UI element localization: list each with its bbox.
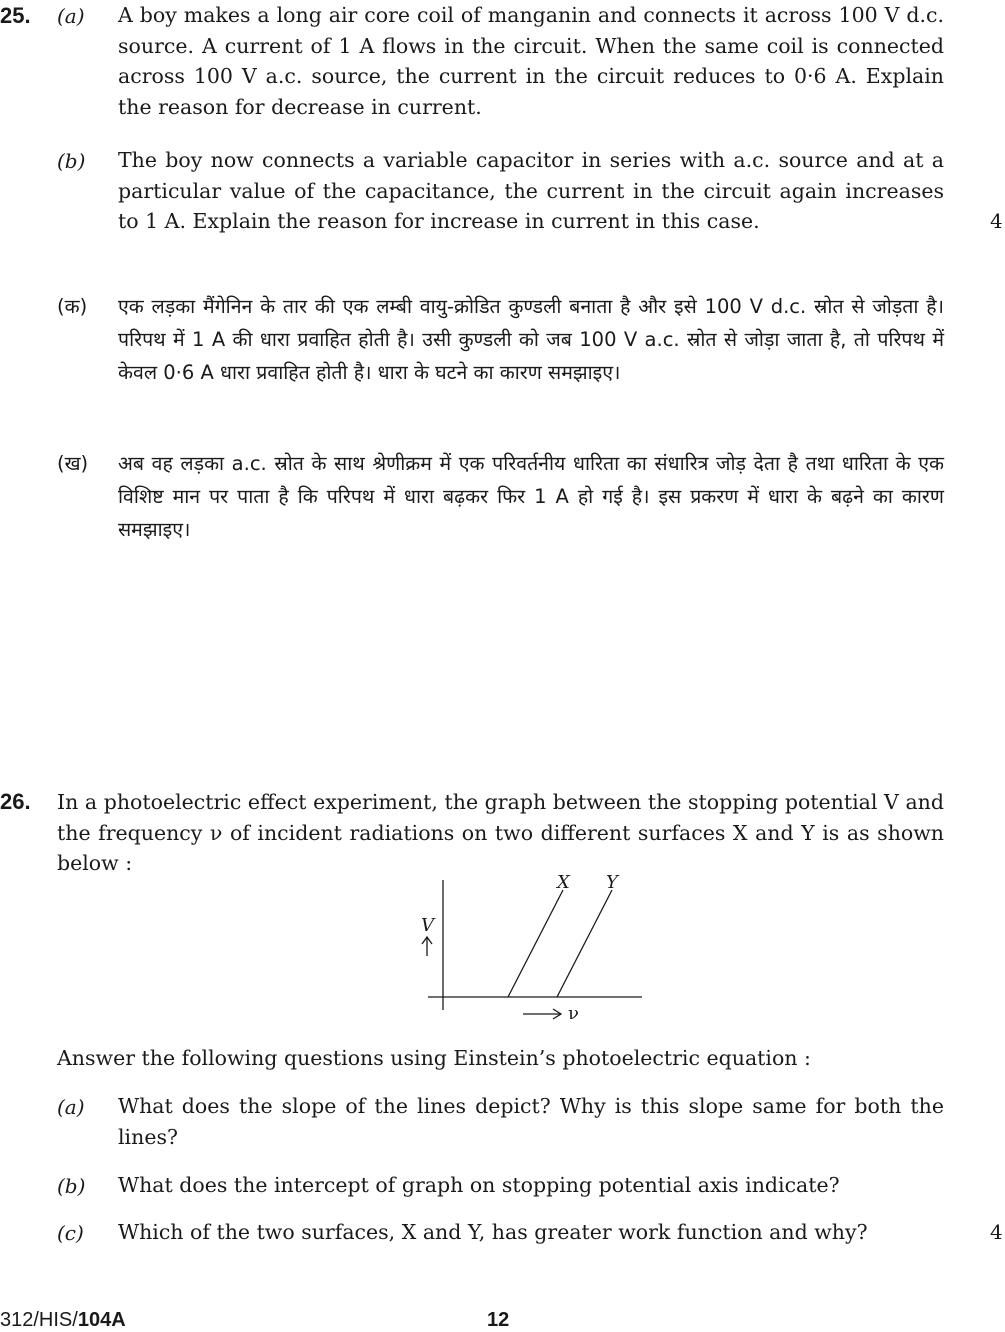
q26-part-a-label: (a)	[57, 1095, 85, 1119]
q26-instruction: Answer the following questions using Einstein’s photoelectric equation :	[57, 1046, 811, 1070]
part-a-label: (a)	[57, 4, 85, 28]
q26-part-c-text: Which of the two surfaces, X and Y, has greater work function and why?	[118, 1220, 868, 1244]
q26-part-b-label: (b)	[57, 1174, 86, 1198]
v-axis-label: V	[421, 915, 434, 936]
q25-part-b-text: The boy now connects a variable capacitor in series with a.c. source and at a particular value of the capacitance, the current in the circuit again increases to 1 A. Explain the reason for increase in current in this case.	[118, 148, 944, 233]
question-number-26: 26.	[0, 789, 31, 814]
q26-part-a-text: What does the slope of the lines depict? Why is this slope same for both the lines?	[118, 1094, 944, 1149]
q26-part-b-text: What does the intercept of graph on stopping potential axis indicate?	[118, 1173, 840, 1197]
part-b-label: (b)	[57, 149, 86, 173]
v-axis-arrow-icon	[422, 937, 432, 956]
line-y-label: Y	[606, 872, 618, 893]
hindi-part-a-label: (क)	[57, 295, 88, 318]
paper-code-bold: 104A	[77, 1309, 126, 1331]
frequency-axis-label: ν	[568, 1003, 579, 1024]
photoelectric-graph	[410, 868, 650, 1028]
q25-marks: 4	[990, 209, 1003, 233]
q25-hindi-part-b-text: अब वह लड़का a.c. स्रोत के साथ श्रेणीक्रम में एक परिवर्तनीय धारिता का संधारित्र जोड़ देता है तथा धारिता के एक विशिष्ट मान पर पाता है कि परिपथ में धारा बढ़कर फिर 1 A हो गई है। इस प्रकरण में धारा के बढ़ने का कारण समझाइए।	[118, 452, 944, 541]
line-x-label: X	[557, 872, 570, 893]
page-number: 12	[487, 1309, 510, 1331]
q25-part-a-text: A boy makes a long air core coil of manganin and connects it across 100 V d.c. source. A current of 1 A flows in the circuit. When the same coil is connected across 100 V a.c. source, the current in the circuit reduces to 0·6 A. Explain the reason for decrease in current.	[118, 3, 944, 119]
q26-marks: 4	[990, 1220, 1003, 1244]
hindi-part-b-label: (ख)	[57, 452, 89, 475]
q26-part-c-label: (c)	[57, 1221, 84, 1245]
paper-code-prefix: 312/HIS/	[0, 1309, 78, 1331]
q26-intro-text: In a photoelectric effect experiment, the graph between the stopping potential V and the frequency ν of incident radiations on two different surfaces X and Y is as shown below :	[57, 790, 944, 875]
paper-code	[0, 1309, 126, 1332]
frequency-axis-arrow-icon	[523, 1009, 561, 1019]
question-number-25: 25.	[0, 3, 31, 28]
line-x	[508, 890, 563, 997]
q25-hindi-part-a-text: एक लड़का मैंगेनिन के तार की एक लम्बी वायु-क्रोडित कुण्डली बनाता है और इसे 100 V d.c. स्रोत से जोड़ता है। परिपथ में 1 A की धारा प्रवाहित होती है। उसी कुण्डली को जब 100 V a.c. स्रोत से जोड़ा जाता है, तो परिपथ में केवल 0·6 A धारा प्रवाहित होती है। धारा के घटने का कारण समझाइए।	[118, 295, 945, 384]
line-y	[557, 890, 612, 997]
